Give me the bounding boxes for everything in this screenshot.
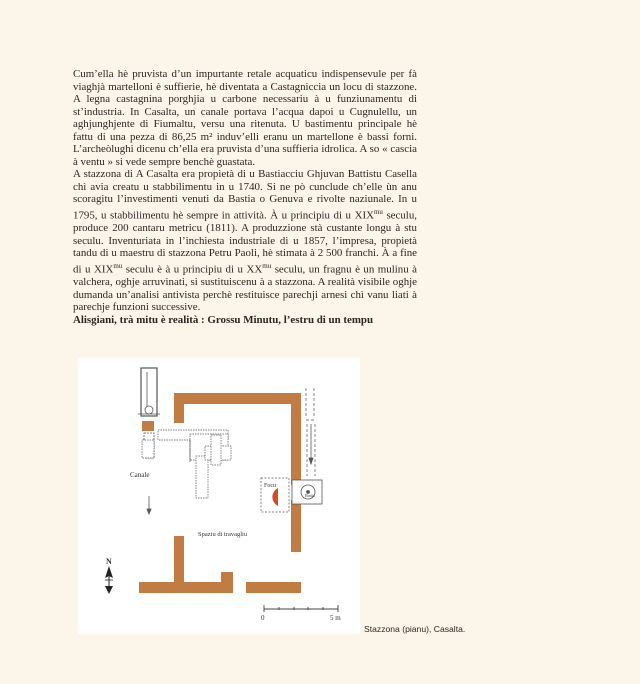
flow-arrow bbox=[309, 424, 313, 464]
century-suffix: mu bbox=[373, 208, 383, 217]
paragraph-2-part-3: seculu è à u principiu di u bbox=[122, 263, 243, 276]
figure-caption: Stazzona (pianu), Casalta. bbox=[364, 624, 466, 634]
paragraph-2-part-1: A stazzona di A Casalta era propietà di u Bastiacciu Ghjuvan Battistu Casella chì avia creatu u stabbilimentu in u 1740. Si ne pò cunclude ch’elle ùn anu scoragitu l’investimenti venuti da Bastia o Genuva e rivolte naziunale. In u 1795, u stabbilimentu hè sempre in attività. À u principiu di u bbox=[73, 168, 417, 222]
century-19: XIX bbox=[354, 209, 374, 222]
wall-south-east bbox=[246, 582, 301, 593]
wall-east-upper bbox=[291, 393, 301, 485]
wall-stub-nw bbox=[142, 421, 154, 431]
century-suffix-b: mu bbox=[113, 261, 123, 270]
wall-north bbox=[174, 393, 301, 404]
wall-west-lower bbox=[174, 536, 184, 582]
label-canale: Canale bbox=[130, 471, 150, 479]
label-spaziu: Spaziu di travagliu bbox=[198, 531, 248, 538]
wall-door-jamb bbox=[221, 572, 233, 593]
wall-east-lower bbox=[291, 500, 301, 552]
scale-end-label: 5 m bbox=[330, 614, 341, 622]
article-text bbox=[73, 68, 417, 326]
paragraph-2 bbox=[73, 168, 417, 313]
wall-south-west bbox=[139, 582, 231, 593]
equipment-layout bbox=[142, 430, 231, 498]
paragraph-1: Cum’ella hè pruvista d’un impurtante retale acquaticu indispensevule per fà viaghjà martelloni è suffierie, hè diventata a Castagniccia un locu di stazzone. A legna castagnina porghjia u carbone necessariu à u funziunamentu di st’industria. In Casalta, un canale portava l’acqua dapoi u Cugnulellu, un aghjunghjente di Fiumaltu, versu una ritenuta. U bastimentu principale hè fattu di una pezza di 86,25 m² induv’elli eranu un martellone è bassi forni. L’archeòlughi dicenu ch’ella era pruvista d’una suffieria idrolica. A so « cascia à ventu » si vede sempre benchè guastata. bbox=[73, 68, 417, 168]
forge-plan-figure bbox=[78, 358, 360, 634]
century-suffix-c: mu bbox=[262, 261, 272, 270]
scale-bar bbox=[264, 605, 338, 612]
paragraph-2-part-2: seculu, produce 200 cantaru metricu (1811). A produzzione stà custante longu à stu seculu. Inventuriata in l’inchiesta industriale di u 1857, l’impresa, propietà tandu di u maestru di stazzona Petru Paoli, hè stimata à 2 500 franchi. À a fine di u bbox=[73, 209, 417, 276]
label-north: N bbox=[106, 557, 112, 566]
label-wheel: Roda bbox=[305, 493, 315, 498]
forge-plan-drawing bbox=[78, 358, 360, 634]
scale-start-label: 0 bbox=[261, 614, 265, 622]
section-heading: Alisgiani, trà mitu è realità : Grossu Minutu, l’estru di un tempu bbox=[73, 313, 374, 326]
label-focu: Focu bbox=[264, 483, 276, 489]
north-arrow bbox=[105, 566, 113, 594]
wall-west-upper bbox=[174, 393, 184, 423]
century-20: XX bbox=[246, 263, 263, 276]
water-wheel bbox=[292, 480, 322, 504]
century-19-b: XIX bbox=[93, 263, 114, 276]
paragraph-2-part-4: seculu, un fragnu è un mulinu à valchera, oghje arruvinati, si sustituiscenu à a stazzona. A realità visibile oghje dumanda un’analisi antivista perchè restituisce parechji arnesi chì vanu liati à parechje funzioni successive. bbox=[73, 263, 418, 314]
